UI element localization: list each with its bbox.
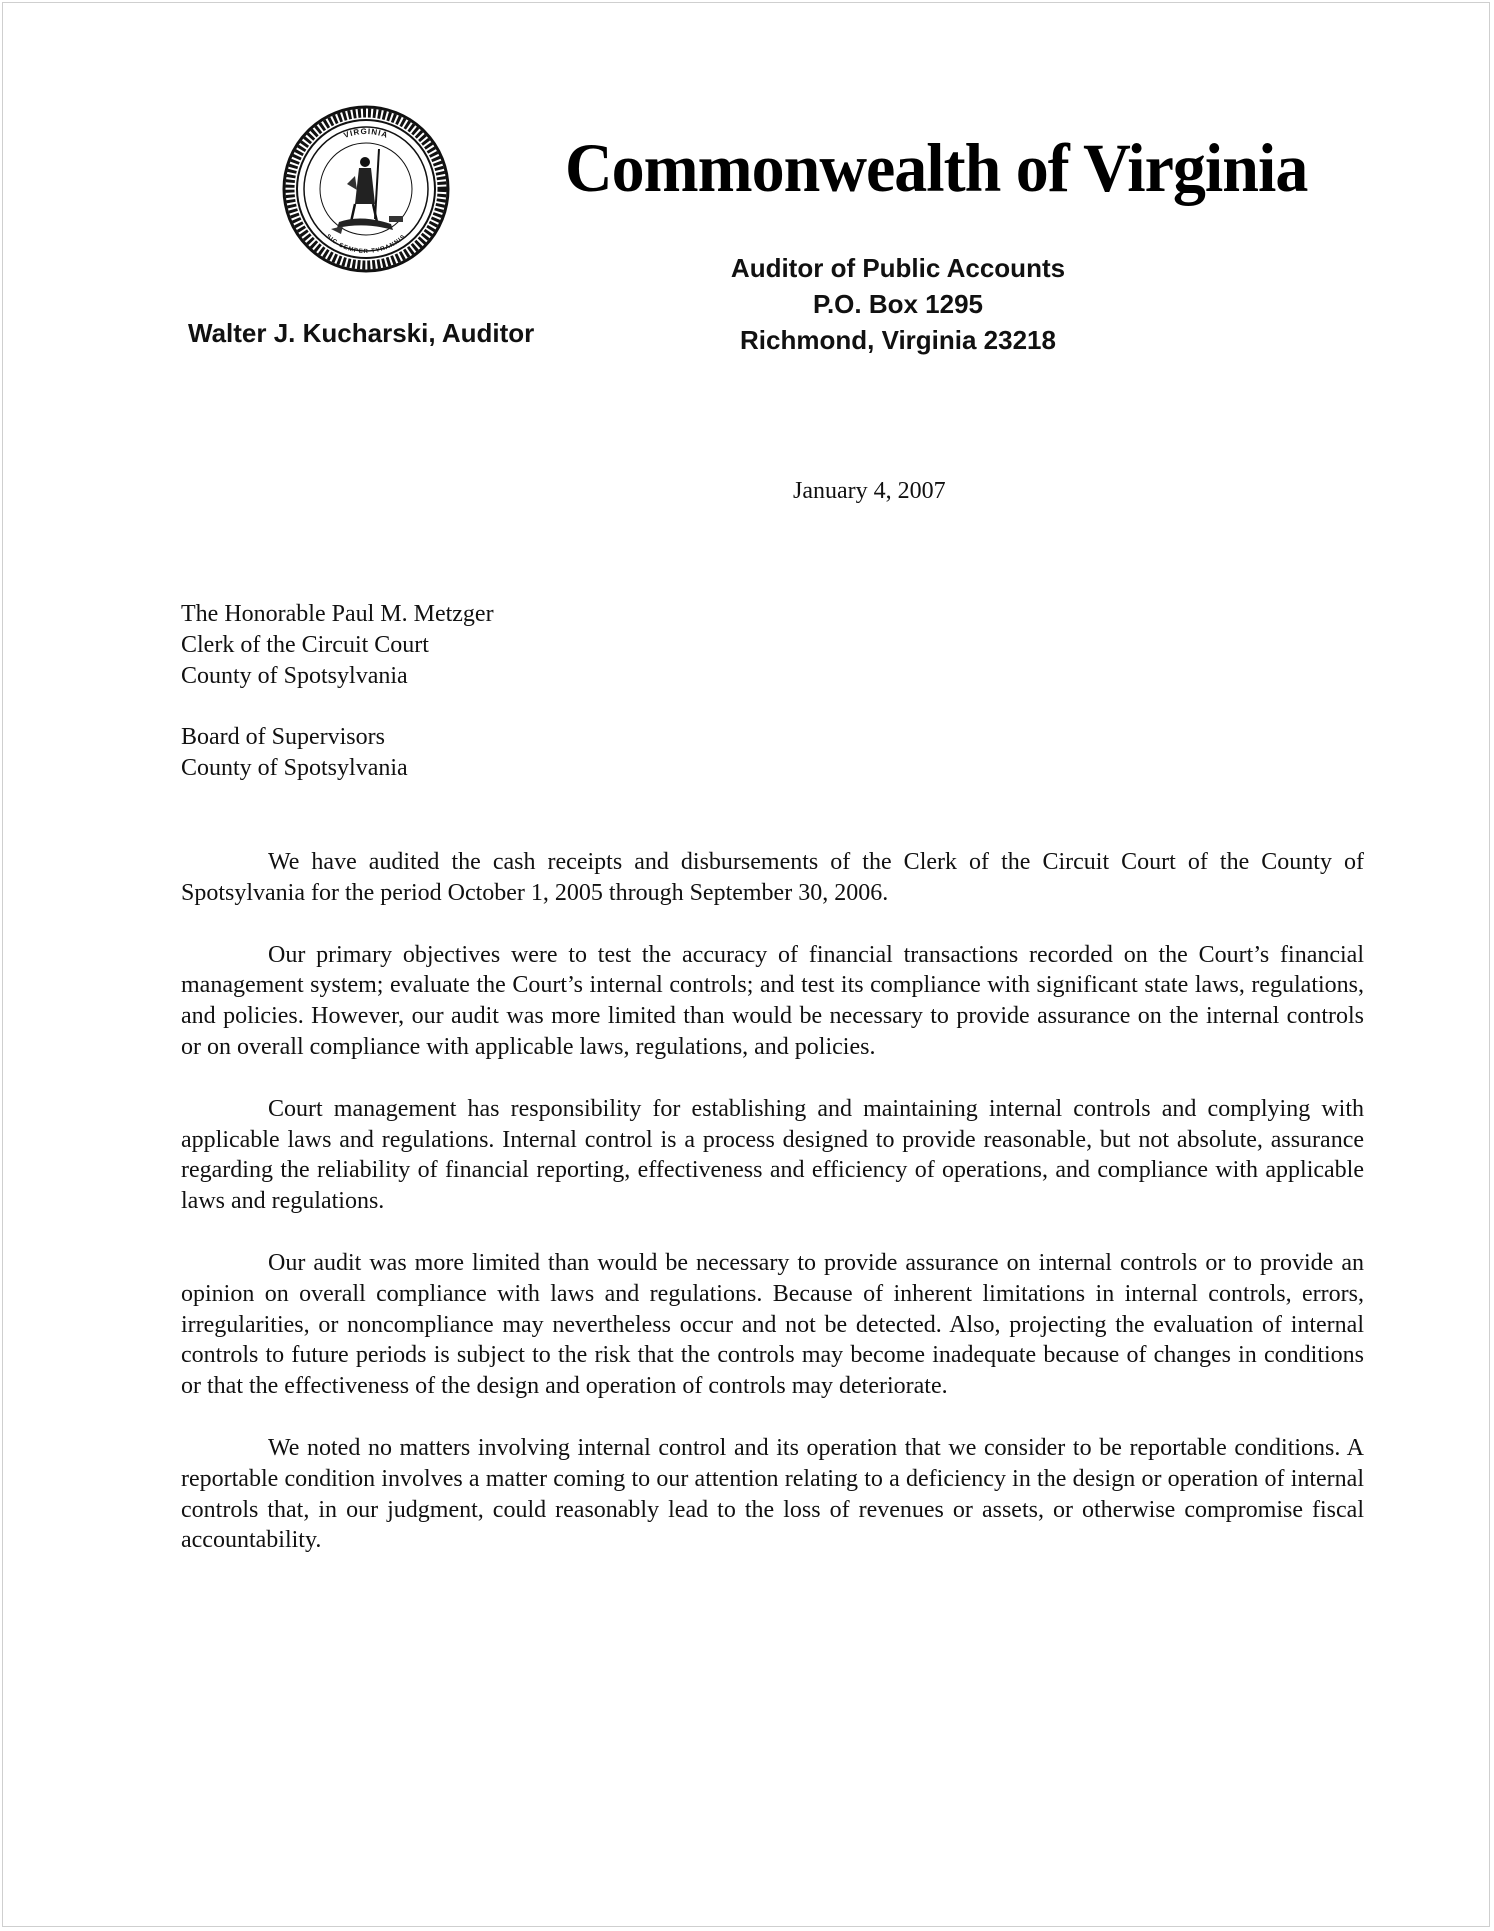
body-paragraph: We noted no matters involving internal control and its operation that we consider to be reportable conditions. A reportable condition involves a matter coming to our attention relating to a deficiency in the design or operation of internal controls that, in our judgment, could reasonably lead to the loss of revenues or assets, or otherwise compromise fiscal accountability.: [181, 1434, 1364, 1554]
body-paragraph: Our audit was more limited than would be necessary to provide assurance on internal controls or to provide an opinion on overall compliance with laws and regulations. Because of inherent limitations in internal controls, errors, irregularities, or noncompliance may nevertheless occur and not be detected. Also, projecting the evaluation of internal controls to future periods is subject to the risk that the controls may become inadequate because of changes in conditions or that the effectiveness of the design and operation of controls may deteriorate.: [181, 1249, 1364, 1400]
addressee-line: County of Spotsylvania: [181, 755, 408, 781]
seal-top-text: VIRGINIA: [342, 126, 390, 141]
letter-page: [2, 2, 1490, 1927]
letterhead-address: [693, 250, 1103, 358]
virginia-seal-icon: [281, 104, 451, 274]
addressee-block-clerk: [181, 599, 494, 692]
body-paragraph: Court management has responsibility for establishing and maintaining internal controls and complying with applicable laws and regulations. Internal control is a process designed to provide reasonable, but not absolute, assurance regarding the reliability of financial reporting, effectiveness and efficiency of operations, and compliance with applicable laws and regulations.: [181, 1095, 1364, 1215]
letterhead-title: Commonwealth of Virginia: [565, 130, 1308, 207]
addressee-line: Board of Supervisors: [181, 724, 385, 750]
addressee-block-board: [181, 722, 408, 784]
addressee-line: County of Spotsylvania: [181, 663, 408, 689]
addressee-line: Clerk of the Circuit Court: [181, 632, 429, 658]
letter-date: January 4, 2007: [793, 478, 946, 504]
letter-body: [181, 847, 1364, 1587]
body-paragraph: We have audited the cash receipts and disbursements of the Clerk of the Circuit Court of the County of Spotsylvania for the period October 1, 2005 through September 30, 2006.: [181, 849, 1364, 906]
body-paragraph: Our primary objectives were to test the accuracy of financial transactions recorded on the Court’s financial management system; evaluate the Court’s internal controls; and test its compliance with significant state laws, regulations, and policies. However, our audit was more limited than would be necessary to provide assurance on the internal controls or on overall compliance with applicable laws, regulations, and policies.: [181, 941, 1364, 1060]
office-name: Auditor of Public Accounts: [730, 253, 1066, 283]
addressee-line: The Honorable Paul M. Metzger: [181, 601, 494, 627]
city-state-zip: Richmond, Virginia 23218: [740, 325, 1056, 355]
seal-bottom-text: SIC SEMPER TYRANNIS: [324, 233, 408, 256]
po-box: P.O. Box 1295: [812, 289, 984, 319]
auditor-name: Walter J. Kucharski, Auditor: [188, 318, 535, 348]
